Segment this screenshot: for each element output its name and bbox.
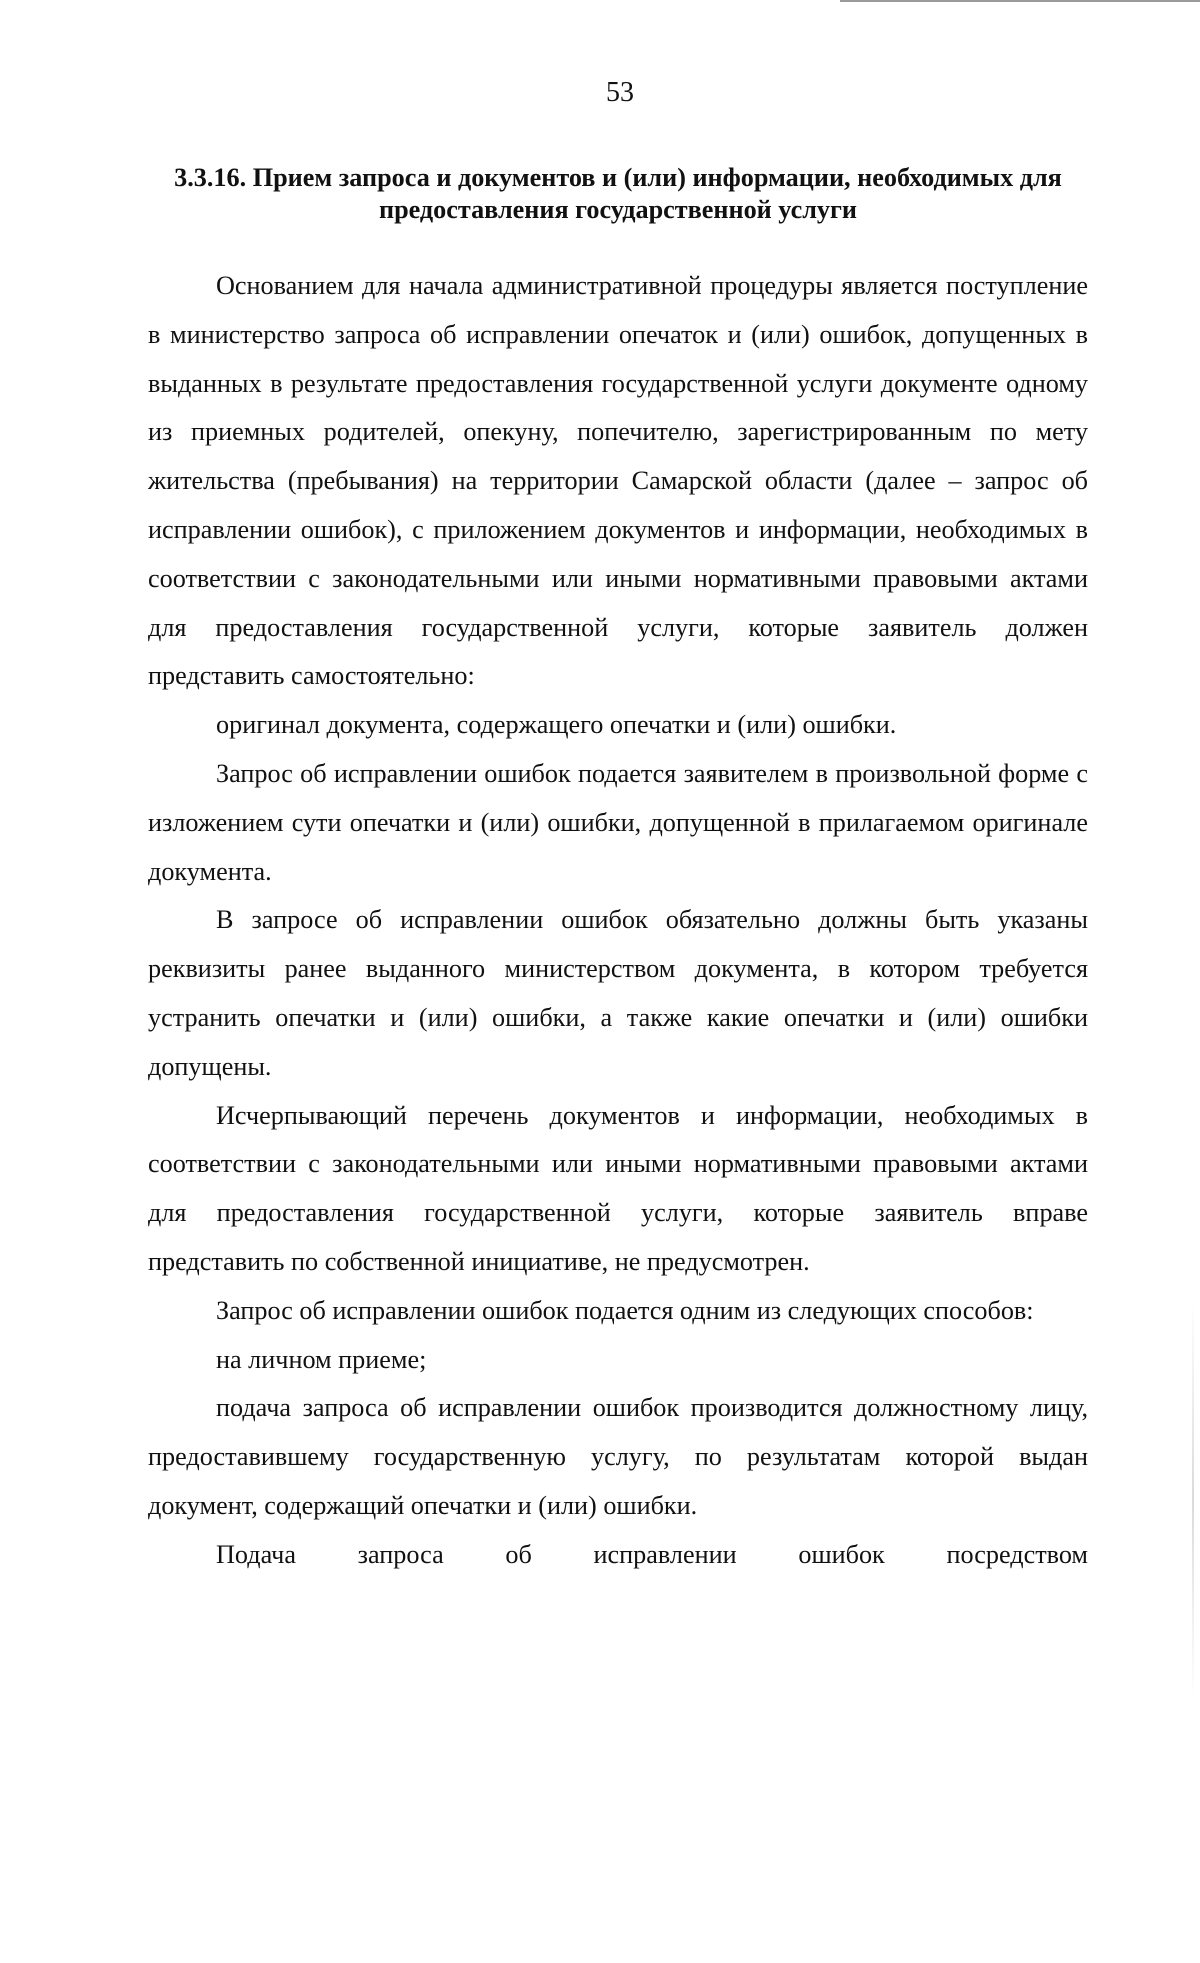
paragraph-exhaustive-list: Исчерпывающий перечень документов и информации, необходимых в соответствии с законодательными или иными нормативными правовыми актами для предоставления государственной услуги, которые заявитель вправе представить по собственной инициативе, не предусмотрен. <box>148 1100 1088 1276</box>
paragraph-basis: Основанием для начала административной процедуры является поступление в министерство запроса об исправлении опечаток и (или) ошибок, допущенных в выданных в результате предоставления государственной услуги документе одному из приемных родителей, опекуну, попечителю, зарегистрированным по мету жительства (пребывания) на территории Самарской области (далее – запрос об исправлении ошибок), с приложением документов и информации, необходимых в соответствии с законодательными или иными нормативными правовыми актами для предоставления государственной услуги, которые заявитель должен представить самостоятельно: <box>148 271 1088 691</box>
paragraph-request-form: Запрос об исправлении ошибок подается заявителем в произвольной форме с изложением сути опечатки и (или) ошибки, допущенной в прилагаемом оригинале документа. <box>148 758 1088 886</box>
paragraph-submission-via: Подача запроса об исправлении ошибок посредством <box>216 1539 1088 1569</box>
scan-edge-shadow <box>1192 1300 1194 1700</box>
document-body <box>148 262 1088 1580</box>
section-heading: 3.3.16. Прием запроса и документов и (или) информации, необходимых для предоставления государственной услуги <box>174 163 1062 224</box>
paragraph-submission-methods: Запрос об исправлении ошибок подается одним из следующих способов: <box>216 1295 1034 1325</box>
paragraph-original-document: оригинал документа, содержащего опечатки и (или) ошибки. <box>216 710 897 740</box>
paragraph-request-details: В запросе об исправлении ошибок обязательно должны быть указаны реквизиты ранее выданного министерством документа, в котором требуется устранить опечатки и (или) ошибки, а также какие опечатки и (или) ошибки допущены. <box>148 905 1088 1081</box>
paragraph-personal-reception: на личном приеме; <box>216 1344 427 1374</box>
page-number: 53 <box>606 77 634 108</box>
paragraph-submission-to-official: подача запроса об исправлении ошибок производится должностному лицу, предоставившему государственную услугу, по результатам которой выдан документ, содержащий опечатки и (или) ошибки. <box>148 1393 1088 1520</box>
scan-top-rule <box>840 0 1200 2</box>
